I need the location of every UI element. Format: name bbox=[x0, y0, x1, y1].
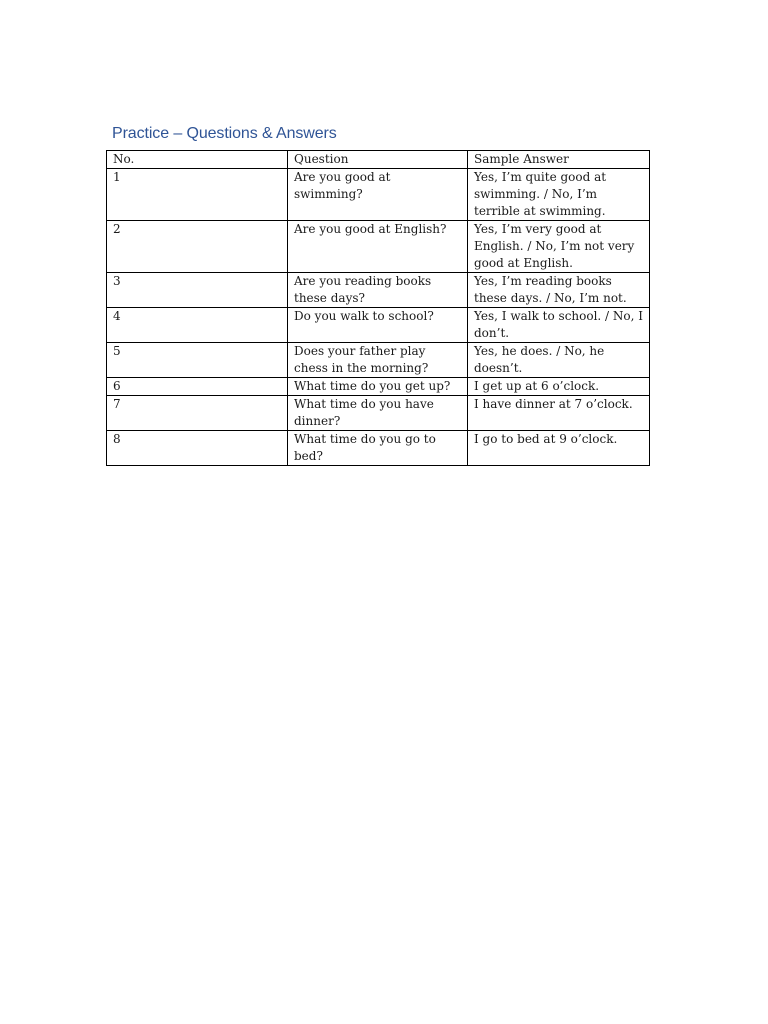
row-answer: I get up at 6 o’clock. bbox=[468, 378, 650, 396]
table-row bbox=[107, 396, 650, 431]
row-answer: Yes, I’m reading books these days. / No, I’m not. bbox=[468, 273, 650, 308]
row-answer: Yes, I’m very good at English. / No, I’m not very good at English. bbox=[468, 221, 650, 273]
row-question: Are you reading books these days? bbox=[288, 273, 468, 308]
table-header-row bbox=[107, 151, 650, 169]
table-row bbox=[107, 343, 650, 378]
row-answer: Yes, I’m quite good at swimming. / No, I’m terrible at swimming. bbox=[468, 169, 650, 221]
row-number: 1 bbox=[107, 169, 288, 221]
row-answer: Yes, I walk to school. / No, I don’t. bbox=[468, 308, 650, 343]
row-question: Are you good at English? bbox=[288, 221, 468, 273]
table-row bbox=[107, 273, 650, 308]
row-question: What time do you go to bed? bbox=[288, 431, 468, 466]
row-question: Are you good at swimming? bbox=[288, 169, 468, 221]
row-number: 8 bbox=[107, 431, 288, 466]
row-number: 2 bbox=[107, 221, 288, 273]
row-number: 3 bbox=[107, 273, 288, 308]
row-number: 7 bbox=[107, 396, 288, 431]
row-question: Do you walk to school? bbox=[288, 308, 468, 343]
row-question: What time do you get up? bbox=[288, 378, 468, 396]
row-answer: Yes, he does. / No, he doesn’t. bbox=[468, 343, 650, 378]
header-question: Question bbox=[288, 151, 468, 169]
row-question: What time do you have dinner? bbox=[288, 396, 468, 431]
table-row bbox=[107, 169, 650, 221]
row-question: Does your father play chess in the morning? bbox=[288, 343, 468, 378]
header-sample-answer: Sample Answer bbox=[468, 151, 650, 169]
qa-table bbox=[106, 150, 650, 466]
row-number: 6 bbox=[107, 378, 288, 396]
table-row bbox=[107, 308, 650, 343]
table-row bbox=[107, 221, 650, 273]
row-number: 5 bbox=[107, 343, 288, 378]
row-answer: I have dinner at 7 o’clock. bbox=[468, 396, 650, 431]
table-row bbox=[107, 378, 650, 396]
row-number: 4 bbox=[107, 308, 288, 343]
table-row bbox=[107, 431, 650, 466]
header-no: No. bbox=[107, 151, 288, 169]
page-title: Practice – Questions & Answers bbox=[112, 125, 337, 142]
row-answer: I go to bed at 9 o’clock. bbox=[468, 431, 650, 466]
